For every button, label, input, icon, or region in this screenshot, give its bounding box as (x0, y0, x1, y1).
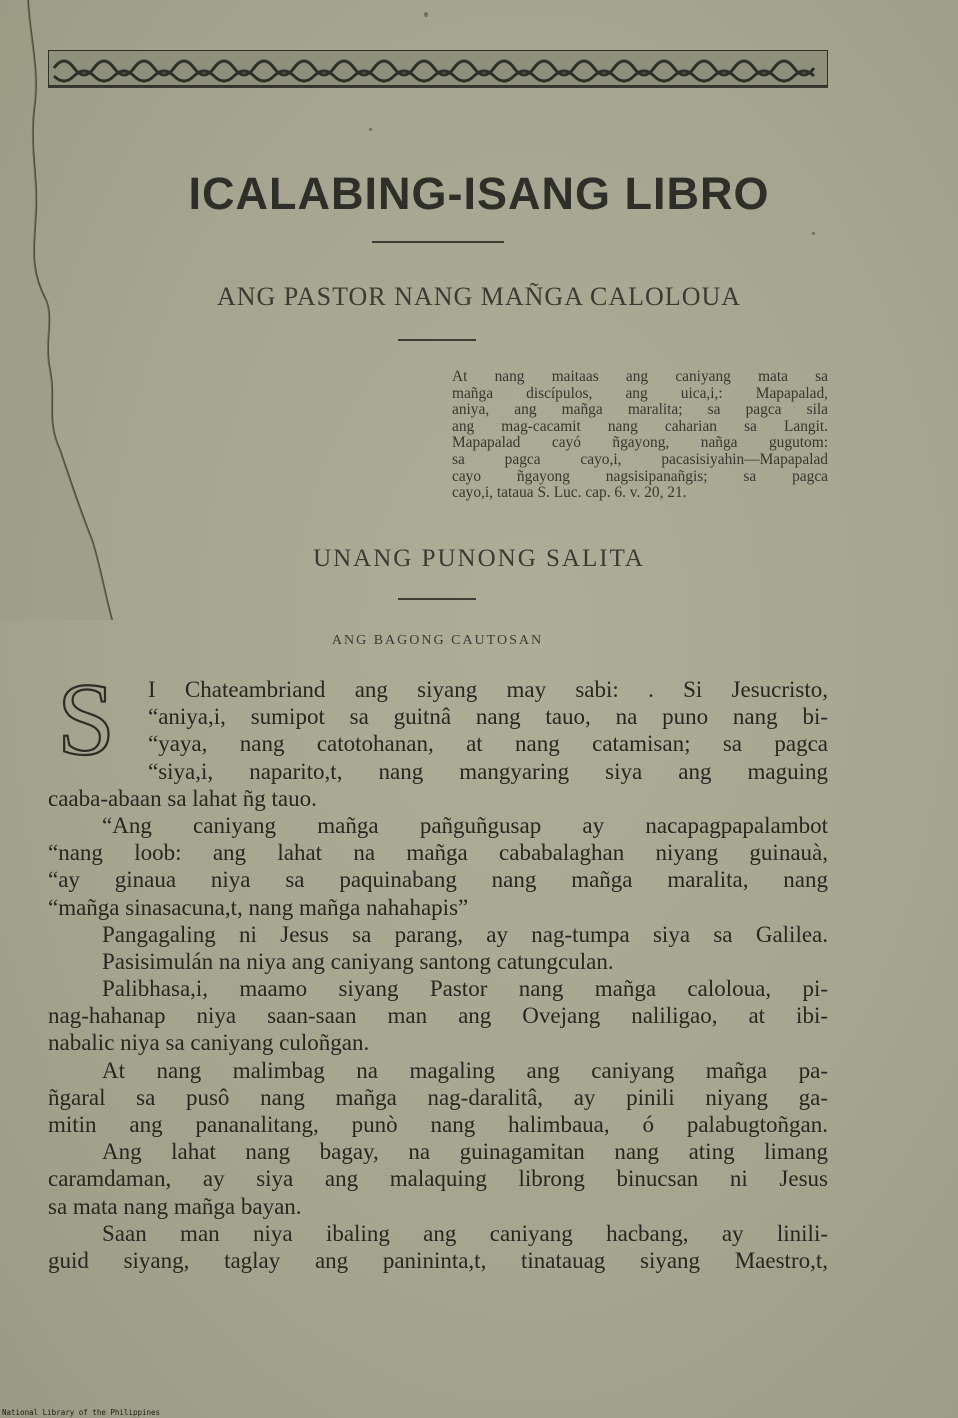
body-line: “nang loob: ang lahat na mañga cababalaghan niyang guinauà, (48, 840, 828, 866)
print-speck (369, 128, 372, 131)
chapter-subtitle: ANG PASTOR NANG MAÑGA CALOLOUA (216, 282, 742, 311)
body-line: “yaya, nang catotohanan, at nang catamisan; sa pagca (148, 731, 828, 757)
subsection-title: ANG BAGONG CAUTOSAN (331, 633, 544, 648)
body-line: “Ang caniyang mañga pañguñgusap ay nacapagpapalambot (102, 812, 828, 838)
print-speck (812, 232, 815, 235)
epigraph-line: cayo ñgayong nagsisipanañgis; sa pagca (452, 467, 828, 485)
body-line: guid siyang, taglay ang panininta,t, tinatauag siyang Maestro,t, (48, 1247, 828, 1273)
body-line: “mañga sinasacuna,t, nang mañga nahahapis” (48, 894, 469, 920)
epigraph-line: sa pagca cayo,i, pacasisiyahin—Mapapalad (452, 450, 828, 468)
body-line: ñgaral sa pusô nang mañga nag-daralitâ, ay pinili niyang ga- (48, 1084, 828, 1110)
section-rule (398, 598, 476, 600)
body-line: caaba-abaan sa lahat ñg tauo. (48, 785, 317, 811)
epigraph-line: At nang maitaas ang caniyang mata sa (452, 368, 828, 385)
epigraph-line: Mapapalad cayó ñgayong, nañga gugutom: (452, 434, 828, 452)
subtitle-rule (398, 339, 476, 341)
body-line: Ang lahat nang bagay, na guinagamitan nang ating limang (102, 1139, 828, 1165)
body-line: Saan man niya ibaling ang caniyang hacbang, ay linili- (102, 1220, 828, 1246)
body-line: nabalic niya sa caniyang culoñgan. (48, 1030, 370, 1056)
chapter-title: ICALABING-ISANG LIBRO (188, 168, 770, 219)
epigraph-line: aniya, ang mañga maralita; sa pagca sila (452, 401, 828, 419)
body-line: nag-hahanap niya saan-saan man ang Ovejang naliligao, at ibi- (48, 1003, 828, 1029)
body-line: “siya,i, naparito,t, nang mangyaring siya ang maguing (148, 758, 828, 784)
body-line: “aniya,i, sumipot sa guitnâ nang tauo, na puno nang bi- (148, 704, 828, 730)
body-line: At nang malimbag na magaling ang caniyang mañga pa- (102, 1057, 828, 1083)
epigraph-line: cayo,i, tataua S. Luc. cap. 6. v. 20, 21. (452, 484, 687, 502)
body-line: Pasisimulán na niya ang caniyang santong catungculan. (102, 948, 614, 974)
print-speck (424, 12, 428, 17)
body-line: Pangagaling ni Jesus sa parang, ay nag-tumpa siya sa Galilea. (102, 921, 828, 947)
ornament-underline (48, 86, 828, 88)
decorative-border-ornament (48, 50, 828, 86)
title-rule (372, 241, 504, 243)
body-line: caramdaman, ay siya ang malaquing librong binucsan ni Jesus (48, 1166, 828, 1192)
body-line: I Chateambriand ang siyang may sabi: . Si Jesucristo, (148, 677, 828, 702)
body-line: “ay ginaua niya sa paquinabang nang mañga maralita, nang (48, 867, 828, 893)
library-watermark: National Library of the Philippines (2, 1408, 161, 1417)
drop-cap-letter: S (57, 676, 115, 762)
body-line: mitin ang pananalitang, punò nang halimbaua, ó palabugtoñgan. (48, 1112, 828, 1137)
epigraph-line: ang mag-cacamit nang caharian sa Langit. (452, 417, 828, 435)
body-line: Palibhasa,i, maamo siyang Pastor nang mañga caloloua, pi- (102, 976, 828, 1002)
body-text (48, 676, 828, 1274)
epigraph-line: mañga discípulos, ang uica,i,: Mapapalad, (452, 384, 828, 402)
epigraph-quote (452, 369, 828, 502)
body-line: sa mata nang mañga bayan. (48, 1193, 302, 1219)
section-title: UNANG PUNONG SALITA (313, 545, 645, 572)
